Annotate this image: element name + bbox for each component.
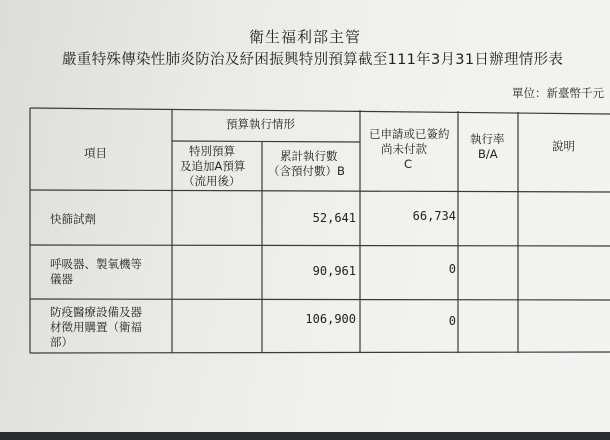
header-note: 說明: [552, 139, 575, 153]
header-budget-a-line1: 特別預算: [189, 144, 235, 158]
header-rate-line1: 執行率: [470, 132, 505, 146]
header-exec-b-line2: （含預付數）B: [268, 164, 345, 178]
row-item-label: 快篩試劑: [50, 212, 96, 226]
row-value-c: 66,734: [412, 209, 456, 223]
header-rate-line2: B/A: [478, 147, 498, 161]
row-item-label-cont: 儀器: [50, 272, 73, 286]
row-value-b: 90,961: [312, 264, 356, 278]
header-budget-a-line2: 及追加A預算: [180, 159, 246, 173]
unit-label: 單位：新臺幣千元: [512, 86, 604, 100]
header-c-line2: 尚未付款: [381, 142, 427, 156]
header-c-line1: 已申請或已簽約: [369, 127, 450, 141]
header-exec-b-line1: 累計執行數: [280, 149, 338, 163]
screen-bottom-edge: [0, 432, 610, 440]
header-budget-group: 預算執行情形: [226, 117, 295, 131]
row-value-b: 106,900: [305, 312, 356, 326]
header-c-line3: C: [404, 157, 413, 171]
header-budget-a-line3: （流用後）: [183, 174, 241, 188]
row-value-c: 0: [448, 314, 456, 328]
row-item-label: 呼吸器、製氧機等: [50, 257, 142, 271]
header-item: 項目: [84, 146, 107, 160]
row-item-label: 防疫醫療設備及器: [50, 305, 142, 319]
row-value-c: 0: [448, 262, 456, 276]
row-item-label-cont: 部）: [50, 335, 73, 349]
document-title: 衛生福利部主管: [248, 28, 361, 46]
document-subtitle: 嚴重特殊傳染性肺炎防治及紓困振興特別預算截至111年3月31日辦理情形表: [62, 52, 564, 68]
row-value-b: 52,641: [312, 211, 356, 225]
row-item-label-cont: 材徵用購置（衛福: [50, 320, 142, 334]
